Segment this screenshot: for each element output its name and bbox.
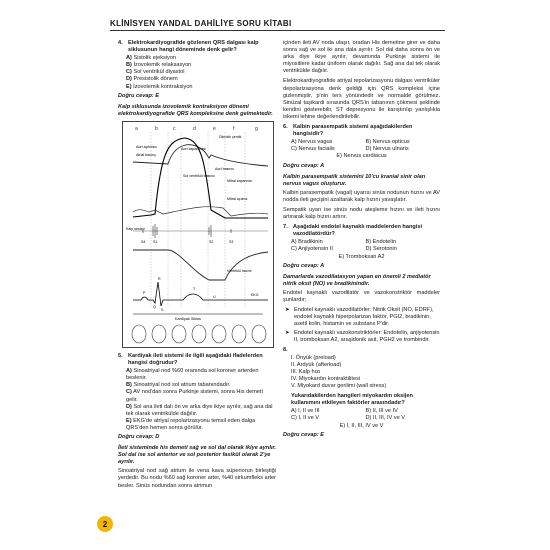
option-b: B) Sinoatriyal nod sol atrium tabanındadır. (126, 382, 231, 389)
heart-sketches (132, 325, 266, 343)
svg-text:Sol ventrikül basıncı: Sol ventrikül basıncı (183, 173, 216, 178)
explanation: Kalbin parasempatik sistemini 10'cu kranial sinir olan nervus vagus oluşturur. (283, 173, 426, 187)
svg-text:Kardiyak Siklus: Kardiyak Siklus (175, 316, 201, 321)
option-d: D) Nervus ulnaris (365, 146, 409, 153)
question-text: Aşağıdaki endotel kaynaklı maddelerden hangisi vazodilatördür? (293, 224, 423, 238)
cardiac-cycle-figure (122, 121, 274, 348)
question-6 (283, 124, 440, 221)
answer: Doğru cevap: E (283, 431, 325, 438)
phase-b: b (155, 125, 158, 132)
question-number: 8. (283, 346, 288, 353)
paragraph-repolarization: Elektrokardiyografide atriyal repolarizasyonu dalgası ventriküler depolarizasyona denk geldiği için QRS kompleksi içine gizlenmiştir, p'nin ters yönündedir ve normalde görülmez. Sinüzal taşikardi sırasında QRS'in tabanının çökmesi şeklinde kendini gösterebilir, ST depresyonu ile karıştırılıp yanlışlıkla iskemi lehine değerlendirilebilir. (283, 78, 441, 120)
svg-text:Q: Q (153, 304, 156, 309)
option-b: B) Nervus opticus (365, 139, 410, 146)
arrow-bullet-icon: ➤ (285, 330, 290, 337)
svg-text:Aort basıncı: Aort basıncı (215, 166, 235, 171)
question-7 (283, 224, 440, 344)
phase-d: d (193, 125, 196, 132)
svg-text:Mitral açılma: Mitral açılma (227, 196, 248, 201)
option-d: D) Presistolik dönem (126, 76, 178, 83)
svg-text:S3: S3 (229, 239, 234, 244)
question-number: 7. (283, 224, 288, 231)
option-e: E) İzovolemik kontraksiyon (126, 83, 193, 90)
left-column (118, 40, 276, 493)
bullet-vasoconstrictors: ➤ Endotel kaynaklı vazokonstriktörler: Endotelin, anjiyotensin II, tromboksan A2, araşidonik asit, PGH2 ve trombindir. (285, 330, 440, 344)
explanation: Kalp siklusunda izovolemik kontraksiyon dönemi elektrokardiyografide QRS kompleksine denk gelmektedir. (118, 103, 273, 117)
page-number-badge: 2 (97, 516, 113, 532)
ventricle-volume-curve (133, 250, 268, 280)
question-text: Kalbin parasempatik sistemi aşağıdakilerden hangisidir? (293, 124, 413, 138)
question-number: 6. (283, 124, 288, 131)
option-c: C) Anjiyotensin II (291, 246, 333, 253)
arrow-bullet-icon: ➤ (285, 307, 290, 314)
option-d: D) Serotonin (365, 246, 397, 253)
option-d: D) Sol ana ileti dalı ön ve arka diye ikiye ayrılır, sağ ana dal tek olarak ventrikülde dağılır. (126, 403, 273, 417)
option-a: A) Nervus vagus (291, 139, 333, 146)
question-4 (118, 40, 276, 118)
question-text: Kardiyak ileti sistemi ile ilgili aşağıdaki ifadelerden hangisi doğrudur? (128, 352, 263, 367)
question-8 (283, 347, 440, 439)
item-4: IV. Miyokardın kontraktilitesi (291, 375, 361, 382)
paragraph-vagal: Kalbin parasempatik (vagal) uyarısı sinüs nodunun hızını ve AV nodda ileti geçişini azaltarak kalp hızını yavaşlatır. (283, 189, 440, 203)
question-text: Yukarıdakilerden hangileri miyokardın oksijen kullanımını etkileyen faktörler arasındadır? (291, 393, 413, 407)
bullet-vasodilators: ➤ Endotel kaynaklı vazodilatörler: Nitrik Oksit (NO, EDRF), endotel kaynaklı hiperpolarizan faktör, PGI2, bradikinin, asetil kolin, histamin ve substans P'dir. (285, 307, 434, 328)
option-b: B) Endotelin (365, 239, 396, 246)
paragraph-mediators: Endotel kaynaklı vazodilatör ve vazokonstriktör maddeler şunlardır; (283, 289, 440, 303)
svg-text:Aort kapanması: Aort kapanması (181, 146, 207, 151)
svg-text:Kalp sesleri: Kalp sesleri (126, 226, 145, 231)
ecg-trace (133, 282, 268, 306)
question-number: 5. (118, 352, 123, 359)
option-b: B) İzovolemik relaksasyon (126, 62, 192, 69)
svg-text:EKG: EKG (251, 292, 259, 297)
svg-text:S4: S4 (141, 239, 146, 244)
right-column (283, 40, 440, 443)
paragraph: Sinoatriyal nod sağ atrium ile vena kava süperiorun birleştiği yerdedir. Bu nodu %60 sağ koroner arter, %40 sirkumfleks arter besler. Sinüs nodundan sonra atrimun (118, 468, 276, 489)
page-header (110, 15, 445, 31)
svg-text:T: T (193, 286, 196, 291)
answer: Doğru cevap: A (283, 162, 325, 169)
svg-text:Dikrotik çentik: Dikrotik çentik (219, 134, 242, 139)
phase-f: f (233, 125, 235, 132)
option-a: A) Bradikinin (291, 239, 323, 246)
svg-text:Mitral kapanma: Mitral kapanma (227, 178, 252, 183)
question-text: Elektrokardiyografide gözlenen QRS dalgası kalp siklusunun hangi döneminde denk gelir? (128, 40, 259, 54)
option-c: C) AV nod'dan sonra Purkinje sistemi, sonra His demeti gelir. (126, 389, 263, 403)
option-a: A) Sinoatriyal nod %60 oranında sol koroner arterden beslenir. (126, 368, 259, 382)
svg-text:S: S (161, 307, 164, 312)
phase-g: g (255, 125, 258, 132)
svg-text:Ventrikül hacmi: Ventrikül hacmi (227, 268, 252, 273)
phase-c: c (173, 125, 176, 132)
question-5 (118, 353, 276, 490)
svg-text:Aort açılması: Aort açılması (136, 144, 157, 149)
book-title: KLİNİSYEN YANDAL DAHİLİYE SORU KİTABI (110, 19, 292, 28)
item-1: I. Önyük (preload) (291, 354, 336, 361)
option-e: E) Nervus cardiacus (336, 153, 387, 160)
svg-text:P: P (143, 290, 146, 295)
option-d: D) II, III, IV ve V (365, 415, 405, 422)
answer: Doğru cevap: E (118, 92, 160, 99)
phase-e: e (213, 125, 216, 132)
answer: Doğru cevap: A (283, 262, 325, 269)
option-c: C) Sol ventrikül diyastol (126, 69, 185, 76)
option-b: B) II, III ve IV (365, 408, 398, 415)
heart-sounds-trace (133, 224, 268, 238)
option-a: A) I, II ve III (291, 408, 320, 415)
svg-text:S2: S2 (209, 239, 214, 244)
phase-a: a (135, 125, 138, 132)
svg-text:R: R (158, 276, 161, 281)
item-2: II. Ardyük (afterload) (291, 361, 342, 368)
paragraph-sympathetic: Sempatik uyarı ise sinüs nodu ateşleme hızını ve ileti hızını artırarak kalp hızını artırır. (283, 206, 440, 221)
answer: Doğru cevap: D (118, 433, 160, 440)
option-c: C) Nervus facialis (291, 146, 335, 153)
explanation: İleti sisteminde his demeti sağ ve sol dal olarak ikiye ayrılır. Sol dal ise sol anterior ve sol posterior fasikül olarak 2'ye ayrılır. (118, 445, 276, 466)
option-e: E) EKG'de atriyal repolarizasyonu temsil eden dalga QRS'den hemen sonra görülür. (126, 417, 256, 431)
wiggers-diagram (123, 122, 273, 347)
svg-text:Atrial basınç: Atrial basınç (136, 152, 156, 157)
question-number: 4. (118, 40, 123, 46)
option-c: C) I, II ve V (291, 415, 319, 422)
option-e: E) Tromboksan A2 (338, 253, 385, 260)
svg-text:S1: S1 (153, 239, 158, 244)
svg-text:U: U (213, 294, 216, 299)
option-e: E) I, II, III, IV ve V (339, 422, 384, 429)
item-5: V. Miyokard duvar gerilimi (wall stress) (291, 383, 387, 390)
paragraph-continued: içinden ileti AV noda ulaşır, oradan His demetine girer ve daha sonra sağ ve sol iki ana dala ayrılır. Sol dal daha sonra ön ve arka diye ikiye ayrılır, devamında Purkinje sistemi ile miyositlere kadar üniform olarak dağılır. Sağ ana dal tek olarak ventrikülde dağılır. (283, 40, 440, 75)
item-3: III. Kalp hızı (291, 368, 321, 375)
option-a: A) Sistolik ejeksiyon (126, 55, 177, 62)
explanation: Damarlarda vazodilatasyon yapan en önemli 2 mediatör nitrik oksit (NO) ve bradikinindir. (283, 273, 431, 287)
